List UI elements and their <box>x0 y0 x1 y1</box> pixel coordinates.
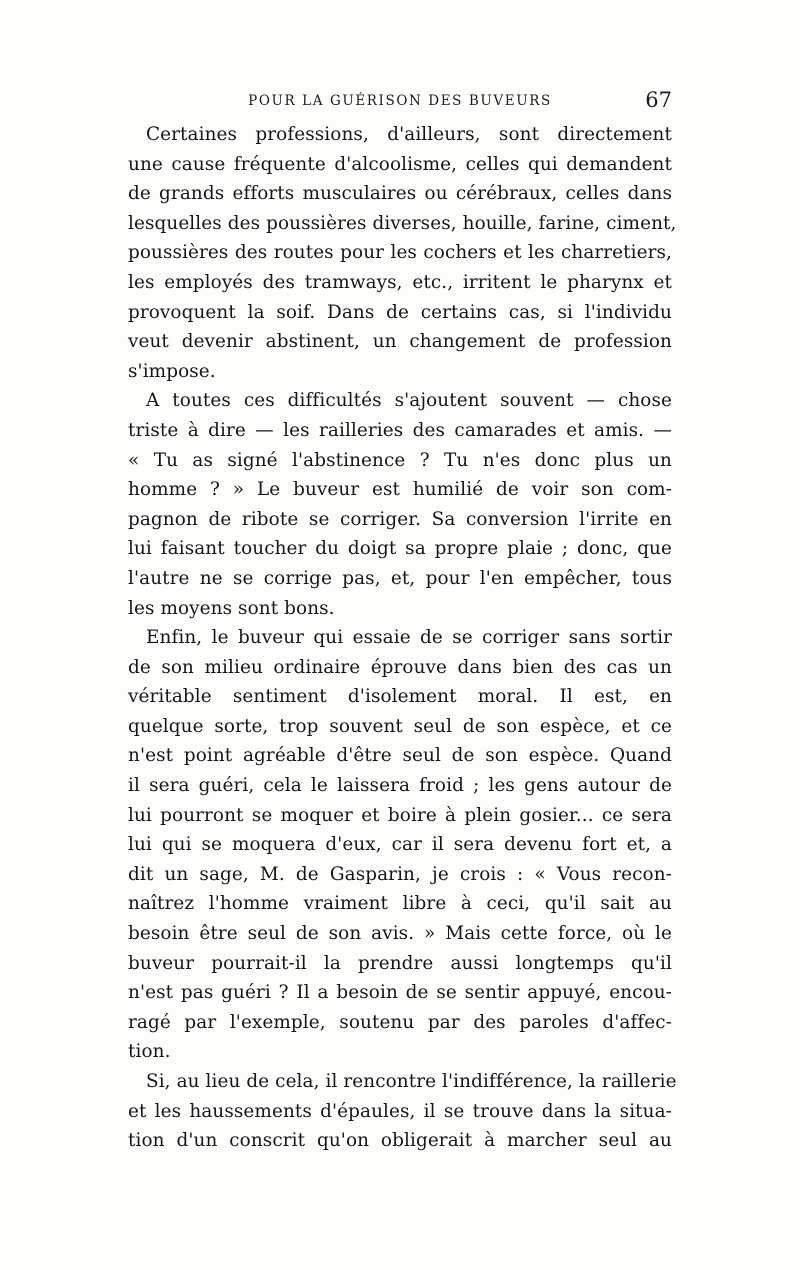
text-line: de son milieu ordinaire éprouve dans bien des cas un <box>128 656 672 678</box>
page-number: 67 <box>645 88 672 112</box>
text-line: Si, au lieu de cela, il rencontre l'indifférence, la raillerie <box>146 1071 677 1092</box>
text-line: pagnon de ribote se corriger. Sa conversion l'irrite en <box>128 508 672 530</box>
text-line: besoin être seul de son avis. » Mais cette force, où le <box>128 923 672 945</box>
body-text <box>128 120 677 1156</box>
text-line: lesquelles des poussières diverses, houille, farine, ciment, <box>128 212 677 234</box>
text-line: lui faisant toucher du doigt sa propre plaie ; donc, que <box>128 538 672 560</box>
text-line: homme ? » Le buveur est humilié de voir son com- <box>128 479 672 501</box>
text-line: veut devenir abstinent, un changement de profession <box>128 331 672 353</box>
text-line: lui qui se moquera d'eux, car il sera devenu fort et, a <box>128 834 672 856</box>
text-line: triste à dire — les railleries des camarades et amis. — <box>128 419 672 441</box>
text-line: s'impose. <box>128 360 216 382</box>
text-line: et les haussements d'épaules, il se trouve dans la situa- <box>128 1100 672 1122</box>
text-line: n'est pas guéri ? Il a besoin de se sentir appuyé, encou- <box>128 982 672 1004</box>
text-line: il sera guéri, cela le laissera froid ; les gens autour de <box>128 775 672 797</box>
text-line: « Tu as signé l'abstinence ? Tu n'es donc plus un <box>128 449 672 471</box>
text-line: tion d'un conscrit qu'on obligerait à marcher seul au <box>128 1130 672 1152</box>
text-line: A toutes ces difficultés s'ajoutent souvent — chose <box>146 390 672 412</box>
text-line: lui pourront se moquer et boire à plein gosier... ce sera <box>128 804 672 826</box>
text-line: buveur pourrait-il la prendre aussi longtemps qu'il <box>128 952 672 974</box>
running-title: POUR LA GUÉRISON DES BUVEURS <box>248 93 552 109</box>
text-line: quelque sorte, trop souvent seul de son espèce, et ce <box>128 715 672 737</box>
text-line: tion. <box>128 1041 171 1063</box>
text-line: les moyens sont bons. <box>128 597 335 619</box>
text-line: Certaines professions, d'ailleurs, sont directement <box>146 124 672 145</box>
text-line: naîtrez l'homme vraiment libre à ceci, qu'il sait au <box>128 893 672 915</box>
text-line: une cause fréquente d'alcoolisme, celles qui demandent <box>128 153 672 175</box>
text-line: les employés des tramways, etc., irritent le pharynx et <box>128 271 672 293</box>
text-line: n'est point agréable d'être seul de son espèce. Quand <box>128 745 672 767</box>
running-head <box>128 88 672 120</box>
text-line: dit un sage, M. de Gasparin, je crois : « Vous recon- <box>128 863 672 885</box>
text-line: Enfin, le buveur qui essaie de se corriger sans sortir <box>146 627 672 649</box>
text-line: ragé par l'exemple, soutenu par des paroles d'affec- <box>128 1011 672 1033</box>
text-line: véritable sentiment d'isolement moral. Il est, en <box>128 686 672 708</box>
text-line: l'autre ne se corrige pas, et, pour l'en empêcher, tous <box>128 567 672 589</box>
text-line: de grands efforts musculaires ou cérébraux, celles dans <box>128 183 672 205</box>
text-line: poussières des routes pour les cochers et les charretiers, <box>128 242 672 264</box>
text-line: provoquent la soif. Dans de certains cas, si l'individu <box>128 301 672 323</box>
